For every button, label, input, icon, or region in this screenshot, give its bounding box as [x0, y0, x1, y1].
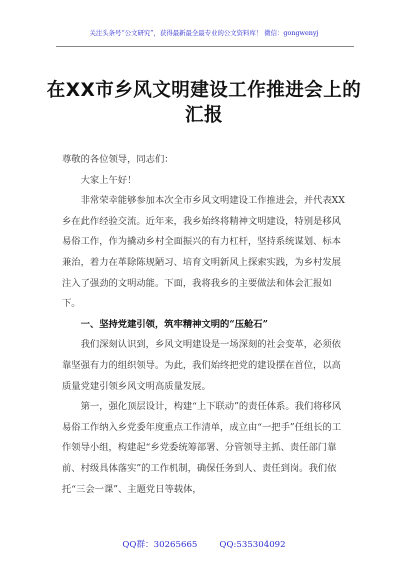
footer-qq-group: QQ群：30265665: [122, 540, 198, 550]
body-paragraph: 第一，强化顶层设计，构建“上下联动”的责任体系。我们将移风易俗工作纳入乡党委年度重点工作清单，成立由“一把手”任组长的工作领导小组，构建起“乡党委统筹部署、分管领导主抓、责任部门靠前、村级具体落实”的工作机制，确保任务到人、责任到岗。我们依托“三会一课”、主题党日等载体，: [62, 401, 342, 495]
title-line-1: 在XX市乡风文明建设工作推进会上的: [46, 80, 362, 101]
salutation: 尊敬的各位领导，同志们：: [62, 154, 174, 165]
title-line-2: 汇报: [184, 105, 223, 126]
footer-qq: QQ:535304092: [219, 540, 286, 550]
document-body: [62, 150, 350, 500]
body-paragraph: 我们深刻认识到，乡风文明建设是一场深刻的社会变革，必须依靠坚强有力的组织领导。为此，我们始终把党的建设摆在首位，以高质量党建引领乡风文明高质量发展。: [62, 339, 341, 392]
header-divider: [56, 46, 354, 47]
greeting: 大家上午好！: [80, 174, 137, 186]
document-title: [40, 78, 368, 128]
section-heading: 一、坚持党建引领，筑牢精神文明的“压舱石”: [80, 318, 268, 330]
body-paragraph: 非常荣幸能够参加本次全市乡风文明建设工作推进会，并代表XX乡在此作经验交流。近年来，我乡始终将精神文明建设，特别是移风易俗工作，作为撬动乡村全面振兴的有力杠杆，坚持系统谋划、标本兼治，着力在革除陈规陋习、培育文明新风上探索实践，为乡村发展注入了强劲的文明动能。下面，我将我乡的主要做法和体会汇报如下。: [62, 195, 345, 310]
footer-contact: [0, 538, 408, 550]
header-banner: 关注头条号“公文研究”，获得最新最全最专业的公文资料库！ 微信：gongwenyj: [89, 29, 319, 37]
